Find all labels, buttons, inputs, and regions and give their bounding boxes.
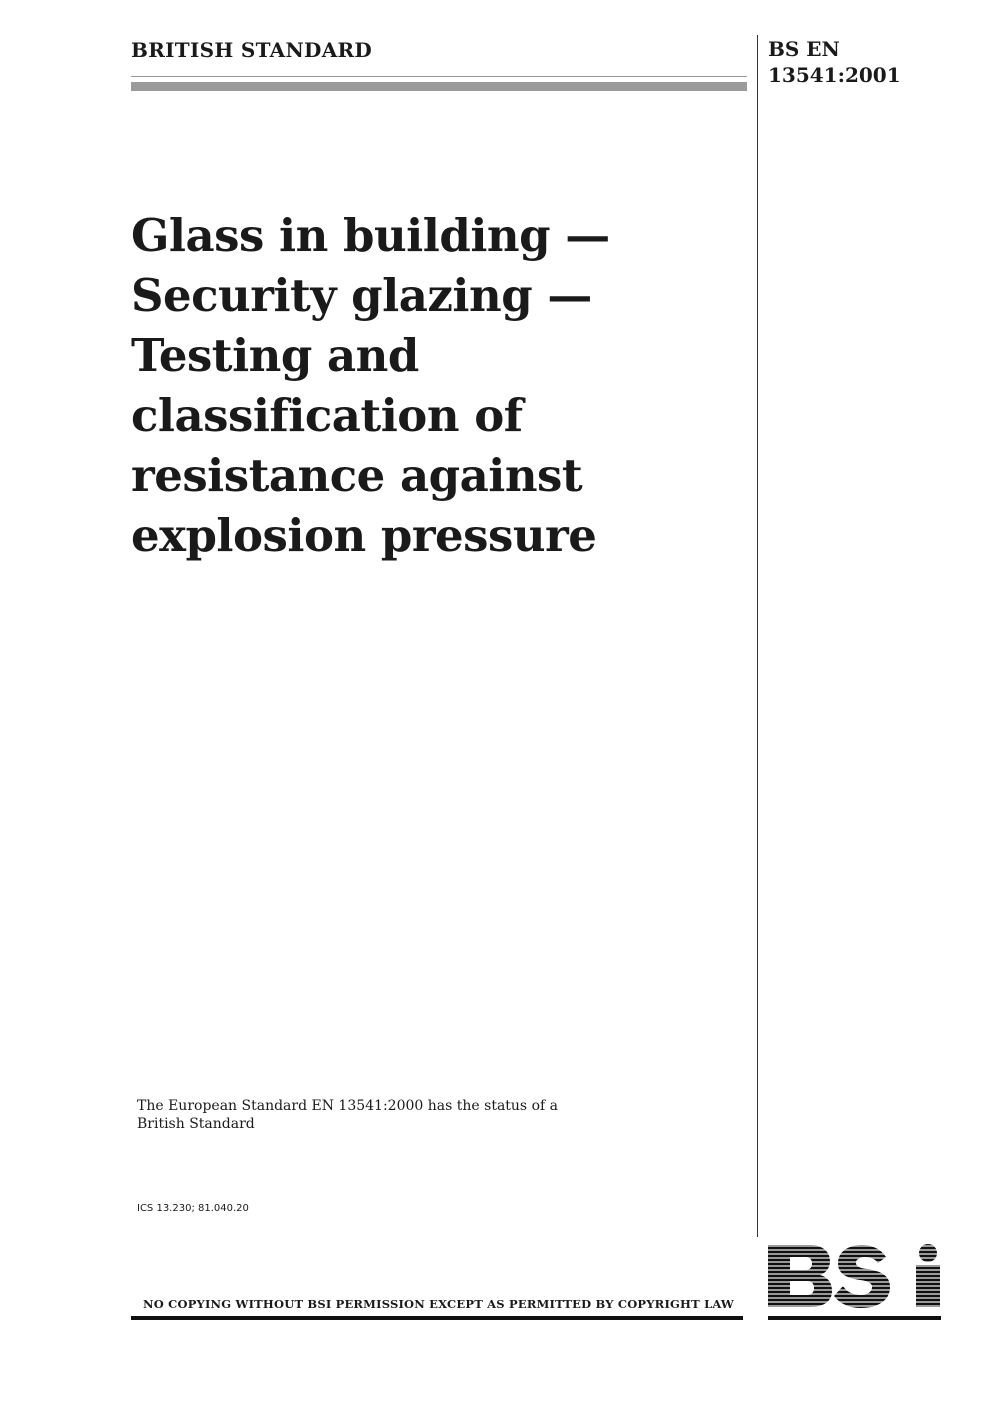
status-note-line2: British Standard (137, 1116, 255, 1132)
bsi-logo-icon (766, 1243, 942, 1309)
header-rule-thin (131, 76, 747, 77)
header-label: BRITISH STANDARD (131, 38, 373, 62)
status-note-line1: The European Standard EN 13541:2000 has the status of a (137, 1098, 558, 1114)
document-title (131, 206, 731, 566)
title-line: Testing and (131, 329, 419, 382)
doc-number (768, 36, 901, 88)
status-note (137, 1097, 558, 1133)
header-rule (131, 82, 747, 91)
title-line: explosion pressure (131, 509, 597, 562)
doc-number-line2: 13541:2001 (768, 63, 901, 87)
ics-code: ICS 13.230; 81.040.20 (137, 1203, 249, 1214)
title-line: resistance against (131, 449, 583, 502)
footer-rule-logo (768, 1316, 941, 1320)
title-line: Glass in building — (131, 209, 610, 262)
copyright-note: NO COPYING WITHOUT BSI PERMISSION EXCEPT AS PERMITTED BY COPYRIGHT LAW (143, 1297, 735, 1311)
doc-number-line1: BS EN (768, 37, 840, 61)
vertical-divider (757, 35, 758, 1237)
title-line: Security glazing — (131, 269, 592, 322)
footer-rule (131, 1316, 743, 1320)
title-line: classification of (131, 389, 523, 442)
